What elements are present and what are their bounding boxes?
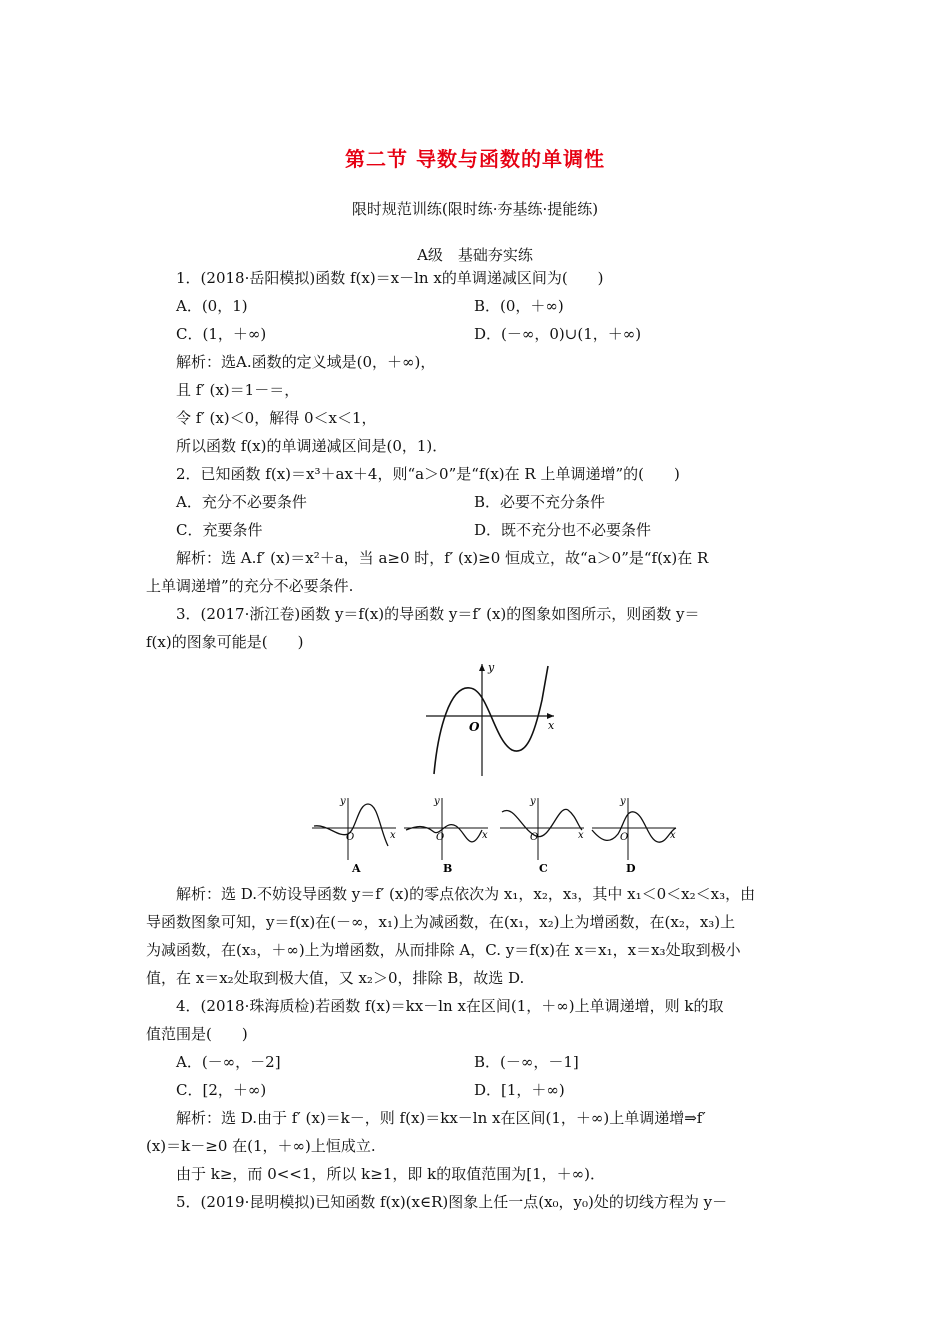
option-a-x-label: x bbox=[390, 830, 396, 841]
q3-solution-line: 为减函数，在(x₃，＋∞)上为增函数，从而排除 A，C. y＝f(x)在 x＝x₁，x＝x₃处取到极小 bbox=[146, 941, 741, 959]
x-axis-label: x bbox=[548, 719, 555, 732]
q4-solution-line: (x)＝k－≥0 在(1，＋∞)上恒成立. bbox=[146, 1137, 376, 1155]
q4-solution-line: 由于 k≥，而 0<<1，所以 k≥1，即 k的取值范围为[1，＋∞)． bbox=[176, 1165, 605, 1183]
question-4-cont: 值范围是( ) bbox=[146, 1025, 248, 1043]
q1-option-a: A．(0，1) bbox=[176, 297, 248, 315]
q1-option-d: D．(－∞，0)∪(1，＋∞) bbox=[474, 325, 642, 343]
q3-solution-line: 值，在 x＝x₂处取到极大值，又 x₂＞0，排除 B，故选 D. bbox=[146, 969, 525, 987]
y-axis-arrow bbox=[479, 664, 485, 671]
q2-option-b: B．必要不充分条件 bbox=[474, 493, 606, 511]
option-graph-b bbox=[400, 790, 492, 876]
q1-solution-line: 且 f′ (x)＝1－＝， bbox=[176, 381, 300, 399]
page-subtitle: 限时规范训练(限时练·夯基练·提能练) bbox=[351, 200, 599, 218]
origin-label: O bbox=[469, 720, 480, 734]
q2-option-d: D．既不充分也不必要条件 bbox=[474, 521, 652, 539]
q1-solution-line: 解析：选A.函数的定义域是(0，＋∞)， bbox=[176, 353, 436, 371]
option-label-c: C bbox=[539, 862, 548, 875]
q2-solution-line: 上单调递增”的充分不必要条件. bbox=[146, 577, 354, 595]
option-graph-d bbox=[588, 790, 680, 876]
option-graph-c bbox=[496, 790, 588, 876]
y-axis-label: y bbox=[488, 661, 495, 674]
q2-solution-line: 解析：选 A.f′ (x)＝x²＋a，当 a≥0 时，f′ (x)≥0 恒成立，故“a＞0”是“f(x)在 R bbox=[176, 549, 709, 567]
q3-solution-line: 解析：选 D.不妨设导函数 y＝f′ (x)的零点依次为 x₁，x₂，x₃，其中 x₁＜0＜x₂＜x₃，由 bbox=[176, 885, 756, 903]
question-1: 1．(2018·岳阳模拟)函数 f(x)＝x－ln x的单调递减区间为( ) bbox=[176, 269, 604, 287]
option-d-curve bbox=[592, 812, 676, 842]
option-a-y-label: y bbox=[340, 796, 346, 807]
option-d-origin: O bbox=[620, 832, 629, 843]
q2-option-a: A．充分不必要条件 bbox=[176, 493, 307, 511]
q1-solution-line: 令 f′ (x)＜0，解得 0＜x＜1， bbox=[176, 409, 377, 427]
option-c-curve bbox=[502, 809, 582, 836]
page-title: 第二节 导数与函数的单调性 bbox=[345, 147, 605, 171]
q4-solution-line: 解析：选 D.由于 f′ (x)＝k－，则 f(x)＝kx－ln x在区间(1，＋∞)上单调递增⇒f′ bbox=[176, 1109, 706, 1127]
q2-option-c: C．充要条件 bbox=[176, 521, 263, 539]
question-3-cont: f(x)的图象可能是( ) bbox=[146, 633, 304, 651]
q3-solution-line: 导函数图象可知，y＝f(x)在(－∞，x₁)上为减函数，在(x₁，x₂)上为增函数，在(x₂，x₃)上 bbox=[146, 913, 736, 931]
option-graph-a bbox=[308, 790, 400, 876]
question-5: 5．(2019·昆明模拟)已知函数 f(x)(x∈R)图象上任一点(x₀，y₀)处的切线方程为 y－ bbox=[176, 1193, 728, 1211]
question-4: 4．(2018·珠海质检)若函数 f(x)＝kx－ln x在区间(1，＋∞)上单调递增，则 k的取 bbox=[176, 997, 724, 1015]
option-label-b: B bbox=[443, 862, 453, 875]
q4-option-a: A．(－∞，－2] bbox=[176, 1053, 281, 1071]
q4-option-d: D．[1，＋∞) bbox=[474, 1081, 565, 1099]
option-d-x-label: x bbox=[670, 830, 676, 841]
option-b-x-label: x bbox=[482, 830, 488, 841]
q1-solution-line: 所以函数 f(x)的单调递减区间是(0，1)． bbox=[176, 437, 448, 455]
option-label-d: D bbox=[626, 862, 636, 875]
derivative-graph bbox=[420, 660, 560, 778]
q4-option-b: B．(－∞，－1] bbox=[474, 1053, 579, 1071]
question-2: 2．已知函数 f(x)＝x³＋ax＋4，则“a＞0”是“f(x)在 R 上单调递增”的( ) bbox=[176, 465, 680, 483]
option-c-origin: O bbox=[530, 832, 539, 843]
q4-option-c: C．[2，＋∞) bbox=[176, 1081, 267, 1099]
option-a-origin: O bbox=[346, 832, 355, 843]
q1-option-b: B．(0，＋∞) bbox=[474, 297, 564, 315]
option-b-origin: O bbox=[436, 832, 445, 843]
option-c-x-label: x bbox=[578, 830, 584, 841]
q1-option-c: C．(1，＋∞) bbox=[176, 325, 267, 343]
question-3: 3．(2017·浙江卷)函数 y＝f(x)的导函数 y＝f′ (x)的图象如图所示，则函数 y＝ bbox=[176, 605, 700, 623]
option-d-y-label: y bbox=[620, 796, 626, 807]
option-c-y-label: y bbox=[530, 796, 536, 807]
option-b-y-label: y bbox=[434, 796, 440, 807]
option-label-a: A bbox=[352, 862, 361, 875]
derivative-curve bbox=[434, 666, 548, 774]
section-level: A级 基础夯实练 bbox=[417, 246, 533, 264]
